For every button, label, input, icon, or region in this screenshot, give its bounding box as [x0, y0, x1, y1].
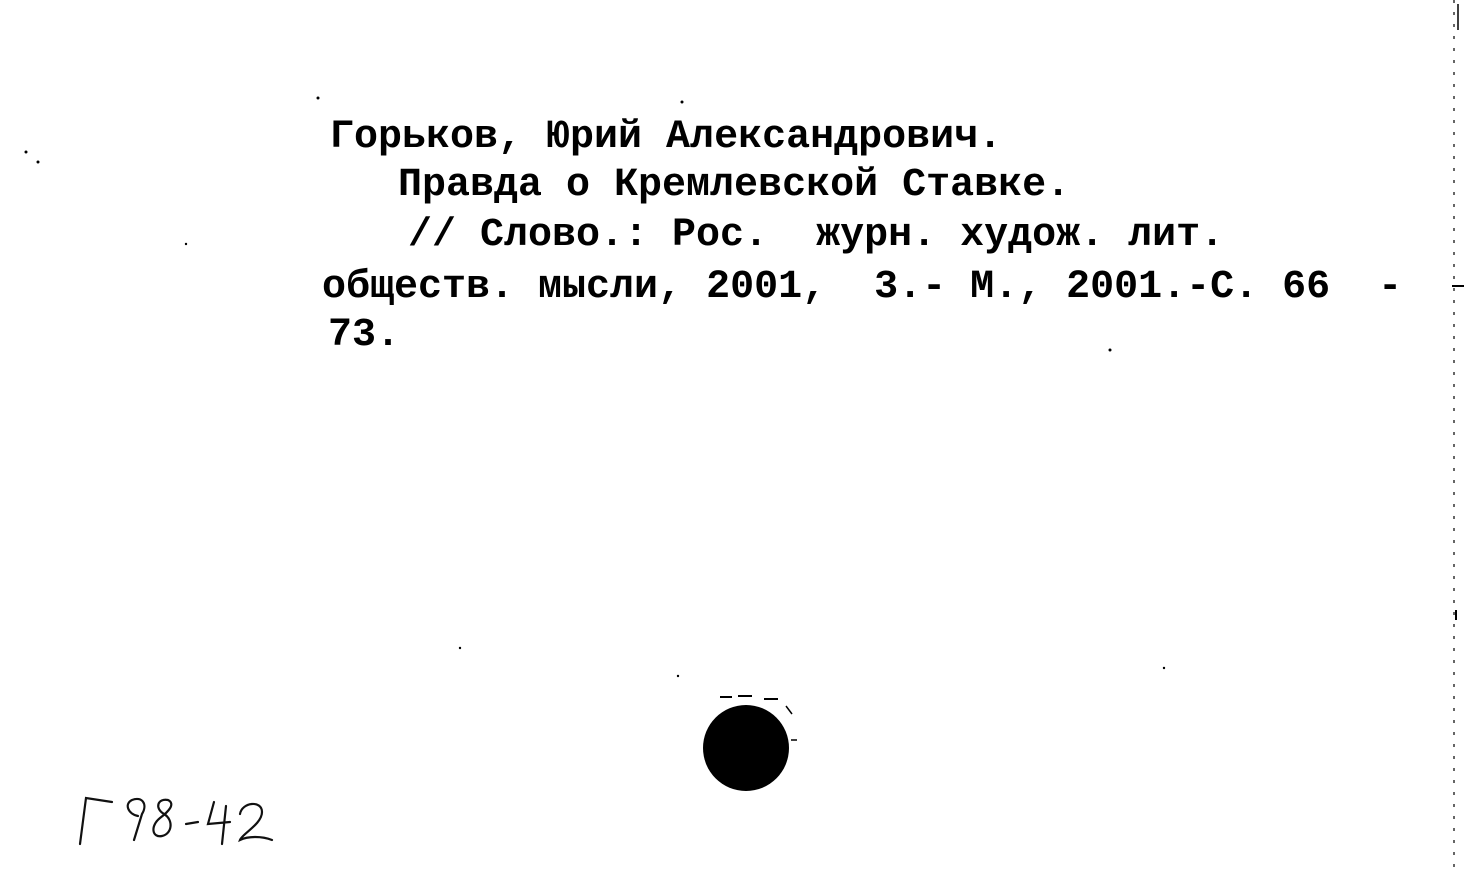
card-title: Правда о Кремлевской Ставке.	[398, 163, 1071, 208]
shelf-mark-text: Г98-42	[72, 792, 75, 793]
card-source: // Слово.: Рос. журн. худож. лит.	[408, 213, 1225, 258]
shelf-mark-handwritten	[72, 792, 292, 852]
card-journal: обществ. мысли, 2001, 3.- М., 2001.-С. 66 -	[322, 265, 1403, 310]
card-edge-perforation	[1442, 0, 1464, 872]
card-author: Горьков, Юрий Александрович.	[330, 115, 1003, 160]
punch-hole	[703, 705, 789, 791]
card-pages-end: 73.	[328, 313, 401, 358]
